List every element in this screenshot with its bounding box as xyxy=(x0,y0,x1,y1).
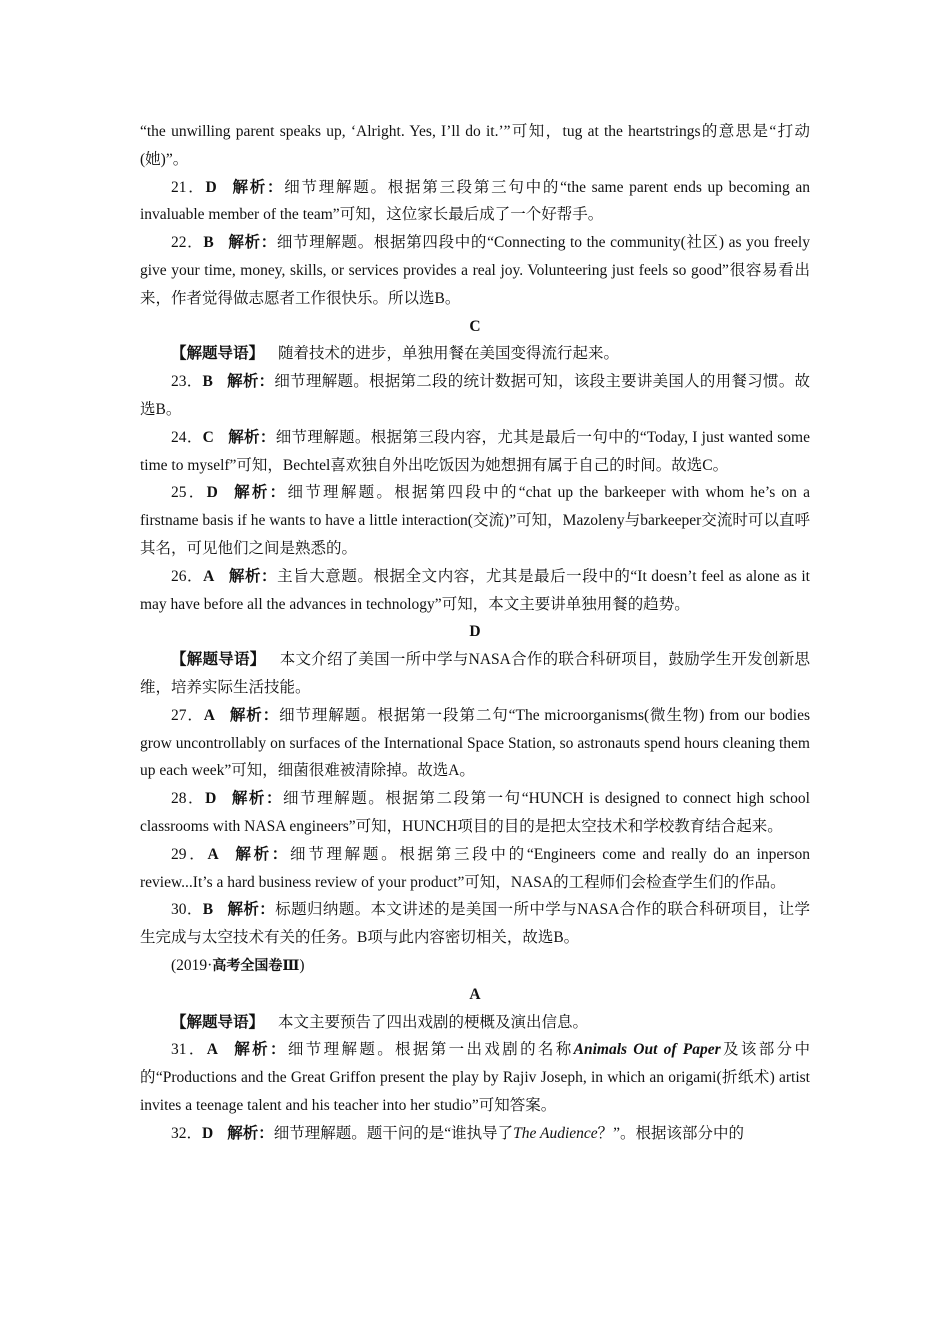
answer-item-24 xyxy=(140,424,810,480)
section-heading-c: C xyxy=(469,317,481,335)
answer-letter: D xyxy=(206,484,218,502)
question-number: 29． xyxy=(171,845,208,863)
question-number: 27． xyxy=(171,706,204,724)
answer-item-27 xyxy=(140,702,810,785)
question-number: 24． xyxy=(171,428,203,446)
section-d-guide xyxy=(140,646,810,702)
question-number: 30． xyxy=(171,901,203,919)
answer-letter: D xyxy=(202,1124,214,1142)
analysis-text-post: 及该部分中的“Productions and the Great Griffon present the play by Rajiv Joseph, in which an origami(折纸术) artist invites a teenage talent and his teacher into her studio”可知答案。 xyxy=(140,1041,810,1114)
exam-source xyxy=(140,952,810,981)
answer-letter: B xyxy=(203,234,214,252)
answer-item-25 xyxy=(140,479,810,562)
answer-item-28 xyxy=(140,785,810,841)
answer-letter: D xyxy=(205,790,217,808)
analysis-label: 解析： xyxy=(230,178,285,196)
section-heading-d: D xyxy=(469,623,481,641)
answer-letter: C xyxy=(202,428,214,446)
exam-name: 高考全国卷Ⅲ xyxy=(212,958,300,974)
exam-source-close: ) xyxy=(299,956,305,974)
answer-item-32 xyxy=(140,1120,810,1148)
question-number: 22． xyxy=(171,234,204,252)
guide-label: 【解题导语】 xyxy=(171,345,265,363)
answer-item-30 xyxy=(140,896,810,952)
analysis-label: 解析： xyxy=(231,484,288,502)
analysis-label: 解析： xyxy=(227,428,276,446)
guide-text: 随着技术的进步，单独用餐在美国变得流行起来。 xyxy=(278,345,620,363)
analysis-text: 细节理解题。根据第四段中的“Connecting to the community(社区) as you freely give your time, money, skills, or services provides a real joy. Volunteering just feels so good”很容易看出来，作者觉得做志愿者工作很快乐。所以选B。 xyxy=(140,234,810,307)
section-a-guide xyxy=(140,1009,810,1037)
analysis-label: 解析： xyxy=(227,901,276,919)
answer-letter: D xyxy=(205,178,217,196)
answer-item-29 xyxy=(140,841,810,897)
answer-letter: B xyxy=(202,901,214,919)
answer-item-21 xyxy=(140,174,810,230)
analysis-text: 细节理解题。根据第二段第一句“HUNCH is designed to connect high school classrooms with NASA engineers”可知，HUNCH项目的目的是把太空技术和学校教育结合起来。 xyxy=(140,790,810,835)
answer-item-31 xyxy=(140,1036,810,1119)
section-c-guide xyxy=(140,340,810,368)
question-number: 26． xyxy=(171,567,204,585)
analysis-label: 解析： xyxy=(226,373,275,391)
answer-letter: A xyxy=(207,845,219,863)
analysis-label: 解析： xyxy=(227,1124,274,1142)
answer-letter: A xyxy=(206,1041,218,1059)
analysis-text: 细节理解题。根据第一段第二句“The microorganisms(微生物) from our bodies grow uncontrollably on surfaces of the International Space Station, so astronauts spend hours cleaning them up each week”可知，细菌很难被清除掉。故选A。 xyxy=(140,706,810,780)
guide-label: 【解题导语】 xyxy=(171,651,266,669)
play-title: Animals Out of Paper xyxy=(573,1041,721,1059)
guide-text: 本文主要预告了四出戏剧的梗概及演出信息。 xyxy=(278,1013,589,1031)
answer-item-23 xyxy=(140,368,810,424)
answer-letter: B xyxy=(202,373,213,391)
analysis-text: 细节理解题。根据第二段的统计数据可知，该段主要讲美国人的用餐习惯。故选B。 xyxy=(140,373,810,418)
analysis-text: 标题归纳题。本文讲述的是美国一所中学与NASA合作的联合科研项目，让学生完成与太空技术有关的任务。B项与此内容密切相关，故选B。 xyxy=(140,901,810,947)
analysis-text: 细节理解题。根据第三段内容，尤其是最后一句中的“Today, I just wanted some time to myself”可知，Bechtel喜欢独自外出吃饭因为她想拥有属于自己的时间。故选C。 xyxy=(140,428,810,474)
analysis-text: 细节理解题。根据第三段第三句中的“the same parent ends up becoming an invaluable member of the team”可知，这位家长最后成了一个好帮手。 xyxy=(140,178,810,224)
answer-letter: A xyxy=(203,706,215,724)
answer-letter: A xyxy=(203,567,215,585)
analysis-text-post: ？”。根据该部分中的 xyxy=(597,1124,745,1142)
analysis-label: 解析： xyxy=(230,790,284,808)
analysis-label: 解析： xyxy=(228,567,278,585)
question-number: 32． xyxy=(171,1124,203,1142)
section-heading-a: A xyxy=(469,985,481,1003)
analysis-text: 主旨大意题。根据全文内容，尤其是最后一段中的“It doesn’t feel as alone as it may have before all the advances in technology”可知，本文主要讲单独用餐的趋势。 xyxy=(140,567,810,613)
question-number: 31． xyxy=(171,1041,207,1059)
analysis-text-pre: 细节理解题。根据第一出戏剧的名称 xyxy=(287,1041,574,1059)
answer-item-22 xyxy=(140,229,810,312)
answer-item-26 xyxy=(140,563,810,619)
question-number: 28． xyxy=(171,790,206,808)
analysis-text-pre: 细节理解题。题干问的是“谁执导了 xyxy=(273,1124,514,1142)
play-title: The Audience xyxy=(513,1124,598,1142)
answer-explanation-page xyxy=(140,118,810,1147)
continued-explanation: “the unwilling parent speaks up, ‘Alright. Yes, I’ll do it.’”可知，tug at the heartstrings的意思是“打动(她)”。 xyxy=(140,123,810,168)
analysis-label: 解析： xyxy=(232,845,291,863)
guide-label: 【解题导语】 xyxy=(171,1013,265,1031)
guide-text: 本文介绍了美国一所中学与NASA合作的联合科研项目，鼓励学生开发创新思维，培养实际生活技能。 xyxy=(140,651,810,696)
analysis-text: 细节理解题。根据第四段中的“chat up the barkeeper with whom he’s on a firstname basis if he wants to have a little interaction(交流)”可知，Mazoleny与barkeeper交流时可以直呼其名，可见他们之间是熟悉的。 xyxy=(140,484,810,557)
question-number: 25． xyxy=(171,484,207,502)
question-number: 21． xyxy=(171,178,206,196)
analysis-label: 解析： xyxy=(227,234,277,252)
analysis-label: 解析： xyxy=(231,1041,288,1059)
question-number: 23． xyxy=(171,373,203,391)
analysis-text: 细节理解题。根据第三段中的“Engineers come and really do an inperson review...It’s a hard business review of your product”可知，NASA的工程师们会检查学生们的作品。 xyxy=(140,845,810,891)
exam-source-open: (2019· xyxy=(171,956,213,974)
analysis-label: 解析： xyxy=(229,706,280,724)
